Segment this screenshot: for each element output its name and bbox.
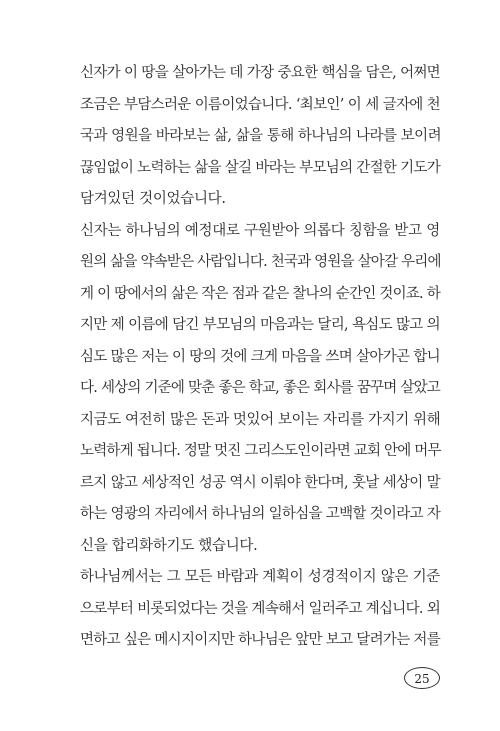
text-line: 신을 합리화하기도 했습니다. — [80, 537, 258, 554]
text-line: 르지 않고 세상적인 성공 역시 이뤄야 한다며, 훗날 세상이 말 — [80, 474, 440, 491]
text-line: 지만 제 이름에 담긴 부모님의 마음과는 달리, 욕심도 많고 의 — [80, 317, 440, 333]
text-line: 지금도 여전히 많은 돈과 멋있어 보이는 자리를 가지기 위해 — [80, 411, 441, 428]
text-line: 하는 영광의 자리에서 하나님의 일하심을 고백할 것이라고 자 — [80, 506, 441, 522]
text-line: 하나님께서는 그 모든 바람과 계획이 성경적이지 않은 기준 — [80, 569, 440, 585]
text-line: 신자가 이 땅을 살아가는 데 가장 중요한 핵심을 담은, 어쩌면 — [80, 65, 440, 81]
text-line: 끊임없이 노력하는 삶을 살길 바라는 부모님의 간절한 기도가 — [80, 159, 441, 176]
text-line: 담겨있던 것이었습니다. — [80, 191, 226, 207]
text-line: 면하고 싶은 메시지이지만 하나님은 앞만 보고 달려가는 저를 — [80, 632, 441, 648]
body-text — [80, 58, 440, 657]
text-line: 게 이 땅에서의 삶은 작은 점과 같은 찰나의 순간인 것이죠. 하 — [80, 285, 440, 302]
text-line: 국과 영원을 바라보는 삶, 삶을 통해 하나님의 나라를 보이려 — [80, 128, 442, 144]
text-line: 으로부터 비롯되었다는 것을 계속해서 일러주고 계십니다. 외 — [80, 600, 441, 617]
page-number: 25 — [404, 667, 440, 689]
text-line: 원의 삶을 약속받은 사람입니다. 천국과 영원을 살아갈 우리에 — [80, 254, 441, 270]
text-line: 노력하게 됩니다. 정말 멋진 그리스도인이라면 교회 안에 머무 — [80, 443, 441, 459]
text-line: 심도 많은 저는 이 땅의 것에 크게 마음을 쓰며 살아가곤 합니 — [80, 348, 440, 365]
text-line: 신자는 하나님의 예정대로 구원받아 의롭다 칭함을 받고 영 — [80, 222, 440, 239]
text-line: 조금은 부담스러운 이름이었습니다. ‘최보인’ 이 세 글자에 천 — [80, 96, 440, 113]
text-line: 다. 세상의 기준에 맞춘 좋은 학교, 좋은 회사를 꿈꾸며 살았고 — [80, 380, 440, 396]
